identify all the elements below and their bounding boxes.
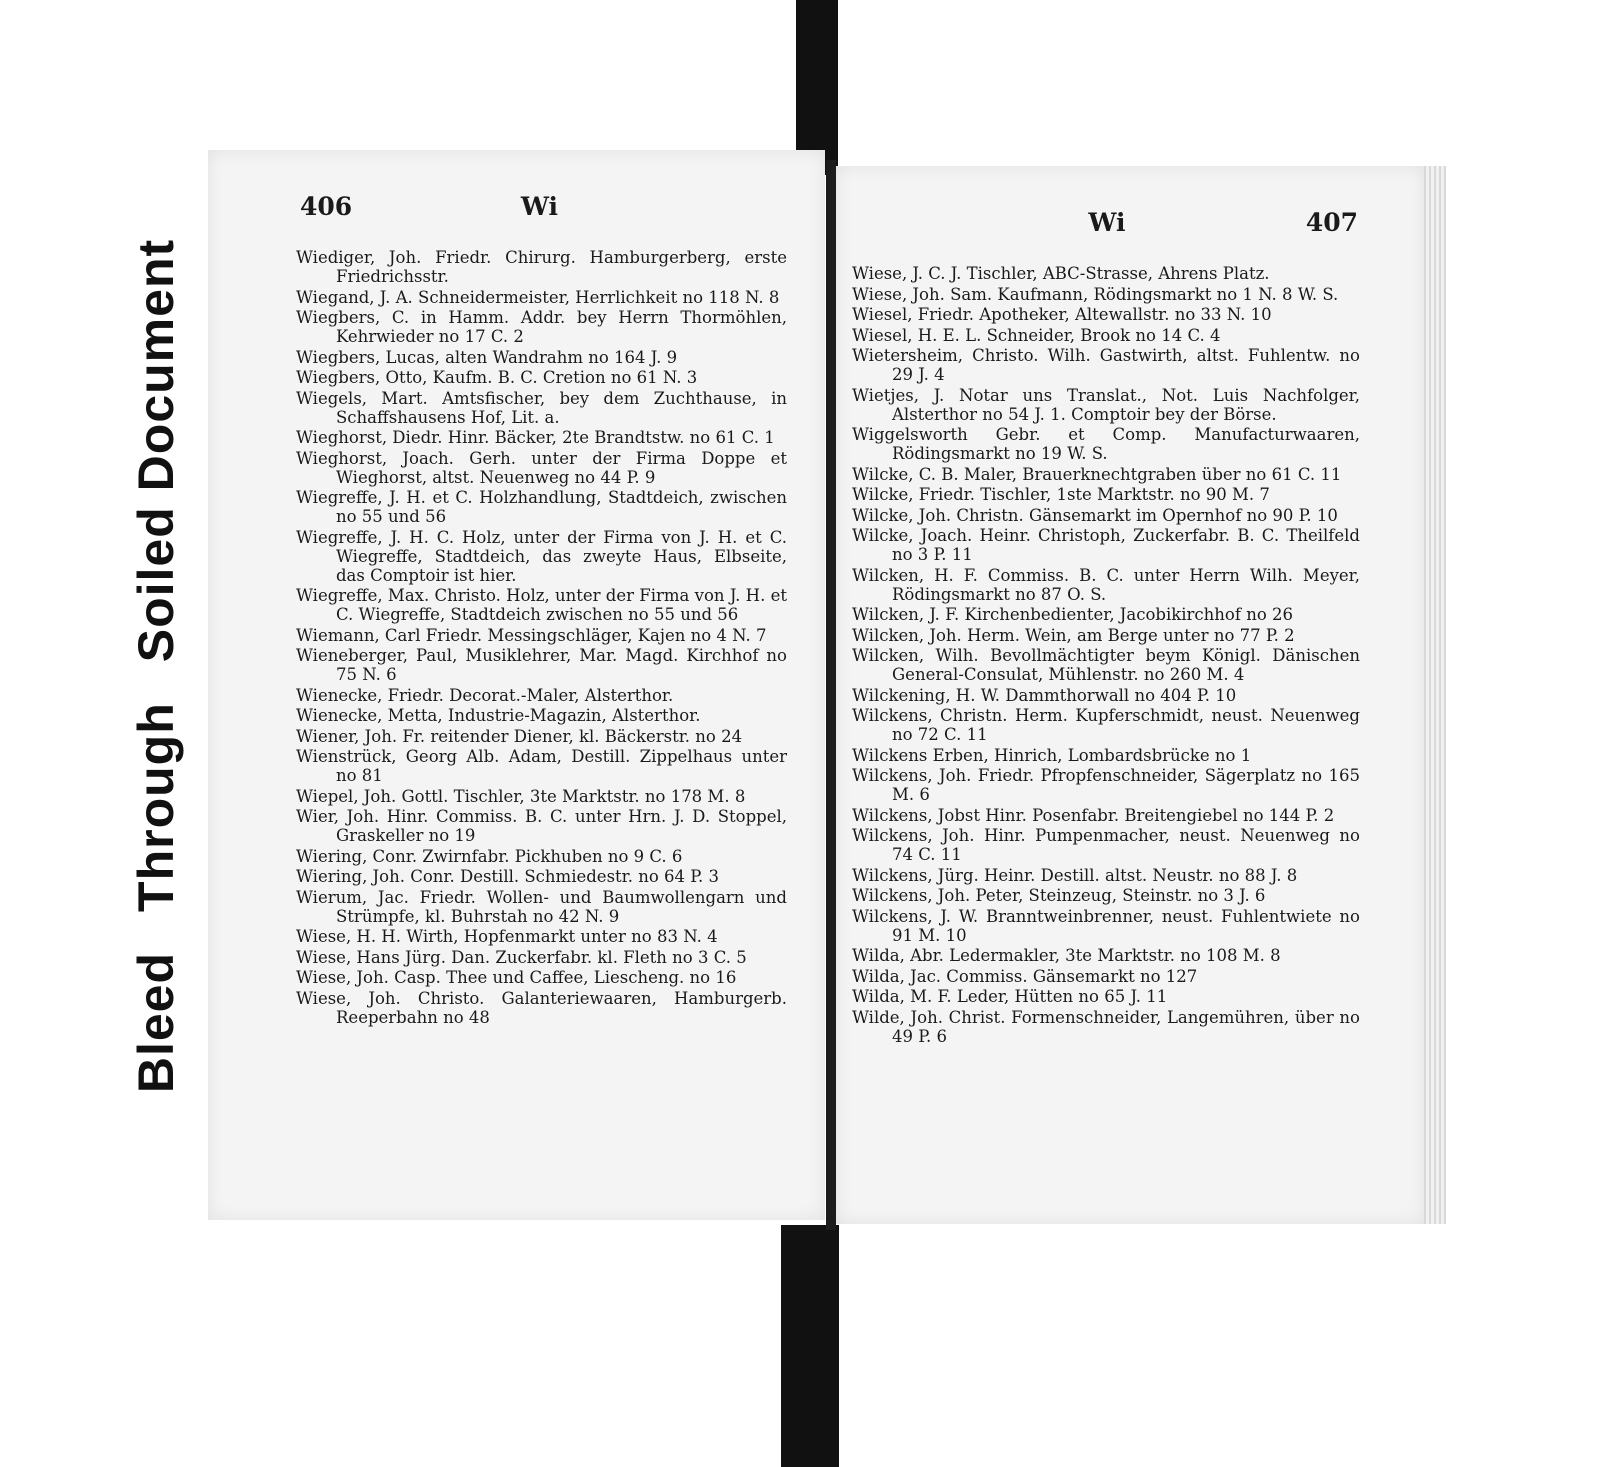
directory-entry: Wienecke, Friedr. Decorat.-Maler, Alsterthor. xyxy=(296,685,674,705)
directory-entry: Wiener, Joh. Fr. reitender Diener, kl. Bäckerstr. no 24 xyxy=(296,726,743,746)
left-page-number: 406 xyxy=(300,192,353,221)
right-page-number: 407 xyxy=(1305,208,1358,237)
stamp-label xyxy=(127,239,185,1093)
stamp-word-through: Through xyxy=(128,702,185,912)
left-entry-list xyxy=(296,248,787,1028)
directory-entry: Wiegbers, Otto, Kaufm. B. C. Cretion no 61 N. 3 xyxy=(296,368,698,387)
directory-entry: Wiering, Joh. Conr. Destill. Schmiedestr. no 64 P. 3 xyxy=(296,867,720,886)
bleed-through-soiled-document-stamp xyxy=(128,160,185,1172)
directory-entry: Wilckens, Jürg. Heinr. Destill. altst. Neustr. no 88 J. 8 xyxy=(852,865,1298,885)
right-running-head: Wi xyxy=(1088,208,1126,237)
directory-entry: Wiegbers, Lucas, alten Wandrahm no 164 J. 9 xyxy=(296,347,678,367)
directory-entry: Wieneberger, Paul, Musiklehrer, Mar. Magd. Kirchhof no 75 N. 6 xyxy=(296,646,787,684)
directory-entry: Wilckens, Christn. Herm. Kupferschmidt, neust. Neuenweg no 72 C. 11 xyxy=(852,706,1360,744)
directory-entry: Wier, Joh. Hinr. Commiss. B. C. unter Hrn. J. D. Stoppel, Graskeller no 19 xyxy=(296,807,787,845)
stamp-word-bleed: Bleed xyxy=(128,951,185,1094)
directory-entry: Wienstrück, Georg Alb. Adam, Destill. Zippelhaus unter no 81 xyxy=(296,747,787,785)
directory-entry: Wilckens Erben, Hinrich, Lombardsbrücke no 1 xyxy=(852,745,1252,765)
directory-entry: Wiegreffe, Max. Christo. Holz, unter der Firma von J. H. et C. Wiegreffe, Stadtdeich zwischen no 55 und 56 xyxy=(296,586,787,624)
directory-entry: Wilda, M. F. Leder, Hütten no 65 J. 11 xyxy=(852,987,1168,1006)
directory-entry: Wiegreffe, J. H. et C. Holzhandlung, Stadtdeich, zwischen no 55 und 56 xyxy=(296,488,787,526)
directory-entry: Wiggelsworth Gebr. et Comp. Manufacturwaaren, Rödingsmarkt no 19 W. S. xyxy=(852,425,1360,463)
directory-entry: Wiediger, Joh. Friedr. Chirurg. Hamburgerberg, erste Friedrichsstr. xyxy=(296,248,787,286)
directory-entry: Wienecke, Metta, Industrie-Magazin, Alsterthor. xyxy=(296,706,701,725)
directory-entry: Wiesel, H. E. L. Schneider, Brook no 14 C. 4 xyxy=(852,325,1221,345)
directory-entry: Wietersheim, Christo. Wilh. Gastwirth, altst. Fuhlentw. no 29 J. 4 xyxy=(852,346,1360,384)
directory-entry: Wilde, Joh. Christ. Formenschneider, Langemühren, über no 49 P. 6 xyxy=(852,1007,1360,1046)
left-running-head: Wi xyxy=(520,192,559,221)
directory-entry: Wilcken, Wilh. Bevollmächtigter beym Königl. Dänischen General-Consulat, Mühlenstr. no 260 M. 4 xyxy=(852,646,1360,684)
book-binding-bottom xyxy=(781,1225,839,1467)
directory-entry: Wiese, Joh. Christo. Galanteriewaaren, Hamburgerb. Reeperbahn no 48 xyxy=(296,988,787,1027)
directory-entry: Wiemann, Carl Friedr. Messingschläger, Kajen no 4 N. 7 xyxy=(296,625,767,645)
directory-entry: Wiese, Joh. Sam. Kaufmann, Rödingsmarkt no 1 N. 8 W. S. xyxy=(852,284,1339,304)
directory-entry: Wiese, J. C. J. Tischler, ABC-Strasse, Ahrens Platz. xyxy=(852,264,1270,283)
directory-entry: Wilckening, H. W. Dammthorwall no 404 P. 10 xyxy=(852,685,1237,705)
directory-entry: Wilcke, Joach. Heinr. Christoph, Zuckerfabr. B. C. Theilfeld no 3 P. 11 xyxy=(852,526,1360,564)
directory-entry: Wilcken, Joh. Herm. Wein, am Berge unter no 77 P. 2 xyxy=(852,625,1295,645)
left-page-header xyxy=(300,192,779,232)
directory-entry: Wiepel, Joh. Gottl. Tischler, 3te Marktstr. no 178 M. 8 xyxy=(296,786,746,806)
right-entry-list xyxy=(852,264,1360,1047)
directory-entry: Wiering, Conr. Zwirnfabr. Pickhuben no 9 C. 6 xyxy=(296,846,683,866)
directory-entry: Wiegreffe, J. H. C. Holz, unter der Firma von J. H. et C. Wiegreffe, Stadtdeich, das zweyte Haus, Elbseite, das Comptoir ist hier. xyxy=(296,527,787,585)
page-edge-stack xyxy=(1424,166,1446,1224)
directory-entry: Wilcken, H. F. Commiss. B. C. unter Herrn Wilh. Meyer, Rödingsmarkt no 87 O. S. xyxy=(852,565,1360,604)
directory-entry: Wieghorst, Diedr. Hinr. Bäcker, 2te Brandtstw. no 61 C. 1 xyxy=(296,428,775,447)
directory-entry: Wiegand, J. A. Schneidermeister, Herrlichkeit no 118 N. 8 xyxy=(296,287,780,307)
directory-entry: Wilcken, J. F. Kirchenbedienter, Jacobikirchhof no 26 xyxy=(852,605,1294,624)
left-page xyxy=(208,150,825,1220)
directory-entry: Wiese, Joh. Casp. Thee und Caffee, Liescheng. no 16 xyxy=(296,968,737,987)
directory-entry: Wilcke, Friedr. Tischler, 1ste Marktstr. no 90 M. 7 xyxy=(852,485,1270,504)
directory-entry: Wiegbers, C. in Hamm. Addr. bey Herrn Thormöhlen, Kehrwieder no 17 C. 2 xyxy=(296,308,787,346)
directory-entry: Wilckens, J. W. Branntweinbrenner, neust. Fuhlentwiete no 91 M. 10 xyxy=(852,906,1360,945)
book-binding-top xyxy=(796,0,838,175)
directory-entry: Wiesel, Friedr. Apotheker, Altewallstr. no 33 N. 10 xyxy=(852,305,1272,324)
directory-entry: Wilckens, Joh. Friedr. Pfropfenschneider, Sägerplatz no 165 M. 6 xyxy=(852,766,1360,804)
directory-entry: Wiese, H. H. Wirth, Hopfenmarkt unter no 83 N. 4 xyxy=(296,927,718,946)
directory-entry: Wilckens, Jobst Hinr. Posenfabr. Breitengiebel no 144 P. 2 xyxy=(852,805,1335,825)
directory-entry: Wilcke, C. B. Maler, Brauerknechtgraben über no 61 C. 11 xyxy=(852,464,1342,484)
directory-entry: Wilda, Jac. Commiss. Gänsemarkt no 127 xyxy=(852,966,1198,986)
directory-entry: Wilcke, Joh. Christn. Gänsemarkt im Opernhof no 90 P. 10 xyxy=(852,505,1338,525)
directory-entry: Wilda, Abr. Ledermakler, 3te Marktstr. no 108 M. 8 xyxy=(852,946,1281,965)
right-page xyxy=(836,166,1424,1224)
directory-entry: Wierum, Jac. Friedr. Wollen- und Baumwollengarn und Strümpfe, kl. Buhrstah no 42 N. 9 xyxy=(296,887,787,926)
right-page-header xyxy=(856,208,1358,248)
directory-entry: Wiese, Hans Jürg. Dan. Zuckerfabr. kl. Fleth no 3 C. 5 xyxy=(296,947,747,967)
book-gutter xyxy=(826,160,836,1230)
directory-entry: Wilckens, Joh. Hinr. Pumpenmacher, neust. Neuenweg no 74 C. 11 xyxy=(852,826,1360,864)
directory-entry: Wieghorst, Joach. Gerh. unter der Firma Doppe et Wieghorst, altst. Neuenweg no 44 P. 9 xyxy=(296,448,787,487)
directory-entry: Wilckens, Joh. Peter, Steinzeug, Steinstr. no 3 J. 6 xyxy=(852,886,1266,905)
directory-entry: Wietjes, J. Notar uns Translat., Not. Luis Nachfolger, Alsterthor no 54 J. 1. Comptoir bey der Börse. xyxy=(852,385,1360,424)
directory-entry: Wiegels, Mart. Amtsfischer, bey dem Zuchthause, in Schaffshausens Hof, Lit. a. xyxy=(296,388,787,427)
stamp-word-soiled-document: Soiled Document xyxy=(128,238,185,663)
